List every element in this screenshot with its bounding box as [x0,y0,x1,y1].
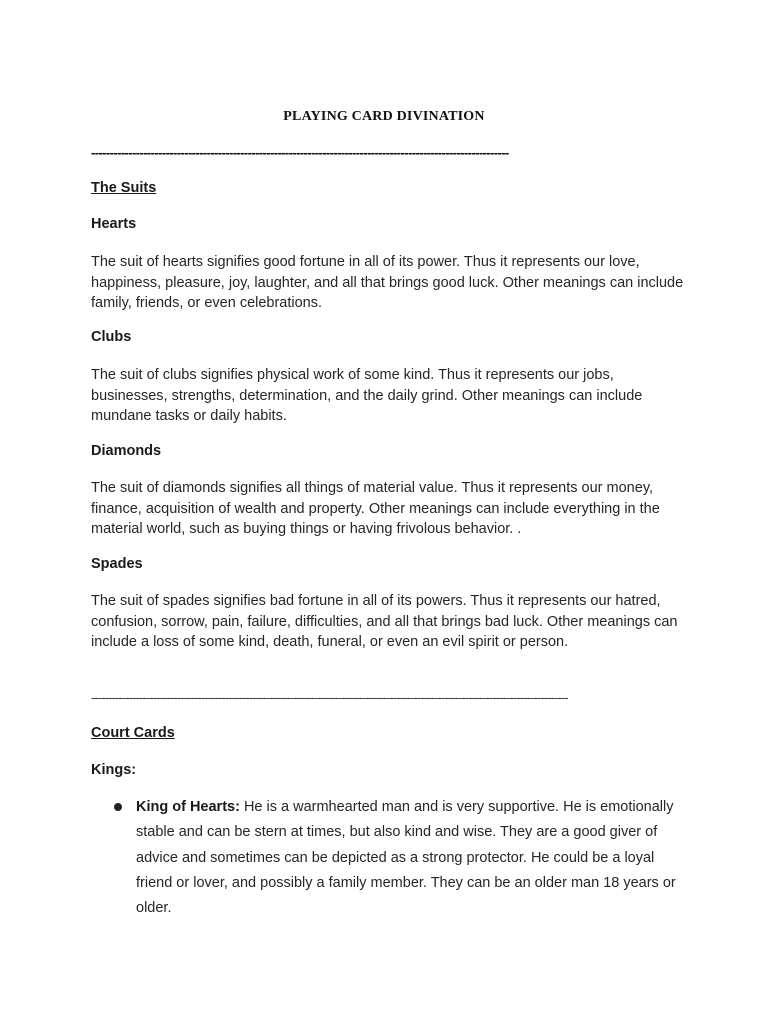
heading-kings: Kings: [91,762,137,778]
paragraph-spades: The suit of spades signifies bad fortune in all of its powers. Thus it represents our hatred, confusion, sorrow, pain, failure, difficulties, and all that brings bad luck. Other meanings can include a loss of some kind, death, funeral, or even an evil spirit or person. [91,593,678,650]
kings-list [91,795,691,921]
divider-middle: ------------------------------------------------------------------------------------------------------------------------------------------- [91,690,568,705]
paragraph-hearts: The suit of hearts signifies good fortune in all of its power. Thus it represents our love, happiness, pleasure, joy, laughter, and all that brings good luck. Other meanings can include family, friends, or even celebrations. [91,254,684,311]
document-title: PLAYING CARD DIVINATION [283,109,485,124]
paragraph-clubs: The suit of clubs signifies physical work of some kind. Thus it represents our jobs, businesses, strengths, determination, and the daily grind. Other meanings can include mundane tasks or daily habits. [91,367,643,424]
bullet-text: He is a warmhearted man and is very supportive. He is emotionally stable and can be stern at times, but also kind and wise. They are a good giver of advice and sometimes can be depicted as a strong protector. He could be a loyal friend or lover, and possibly a family member. They can be an older man 18 years or older. [136,799,676,917]
paragraph-diamonds: The suit of diamonds signifies all things of material value. Thus it represents our money, finance, acquisition of wealth and property. Other meanings can include everything in the material world, such as buying things or having frivolous behavior. . [91,480,660,537]
section-heading-court-cards: Court Cards [91,725,175,741]
divider-top: ---------------------------------------------------------------------------------------------------------------- [91,145,509,160]
heading-spades: Spades [91,556,143,572]
bullet-term: King of Hearts: [136,799,240,815]
bullet-icon [114,803,122,811]
heading-diamonds: Diamonds [91,443,162,459]
list-item-king-of-hearts [91,795,691,921]
section-heading-suits: The Suits [91,180,157,196]
heading-hearts: Hearts [91,216,137,232]
heading-clubs: Clubs [91,329,132,345]
